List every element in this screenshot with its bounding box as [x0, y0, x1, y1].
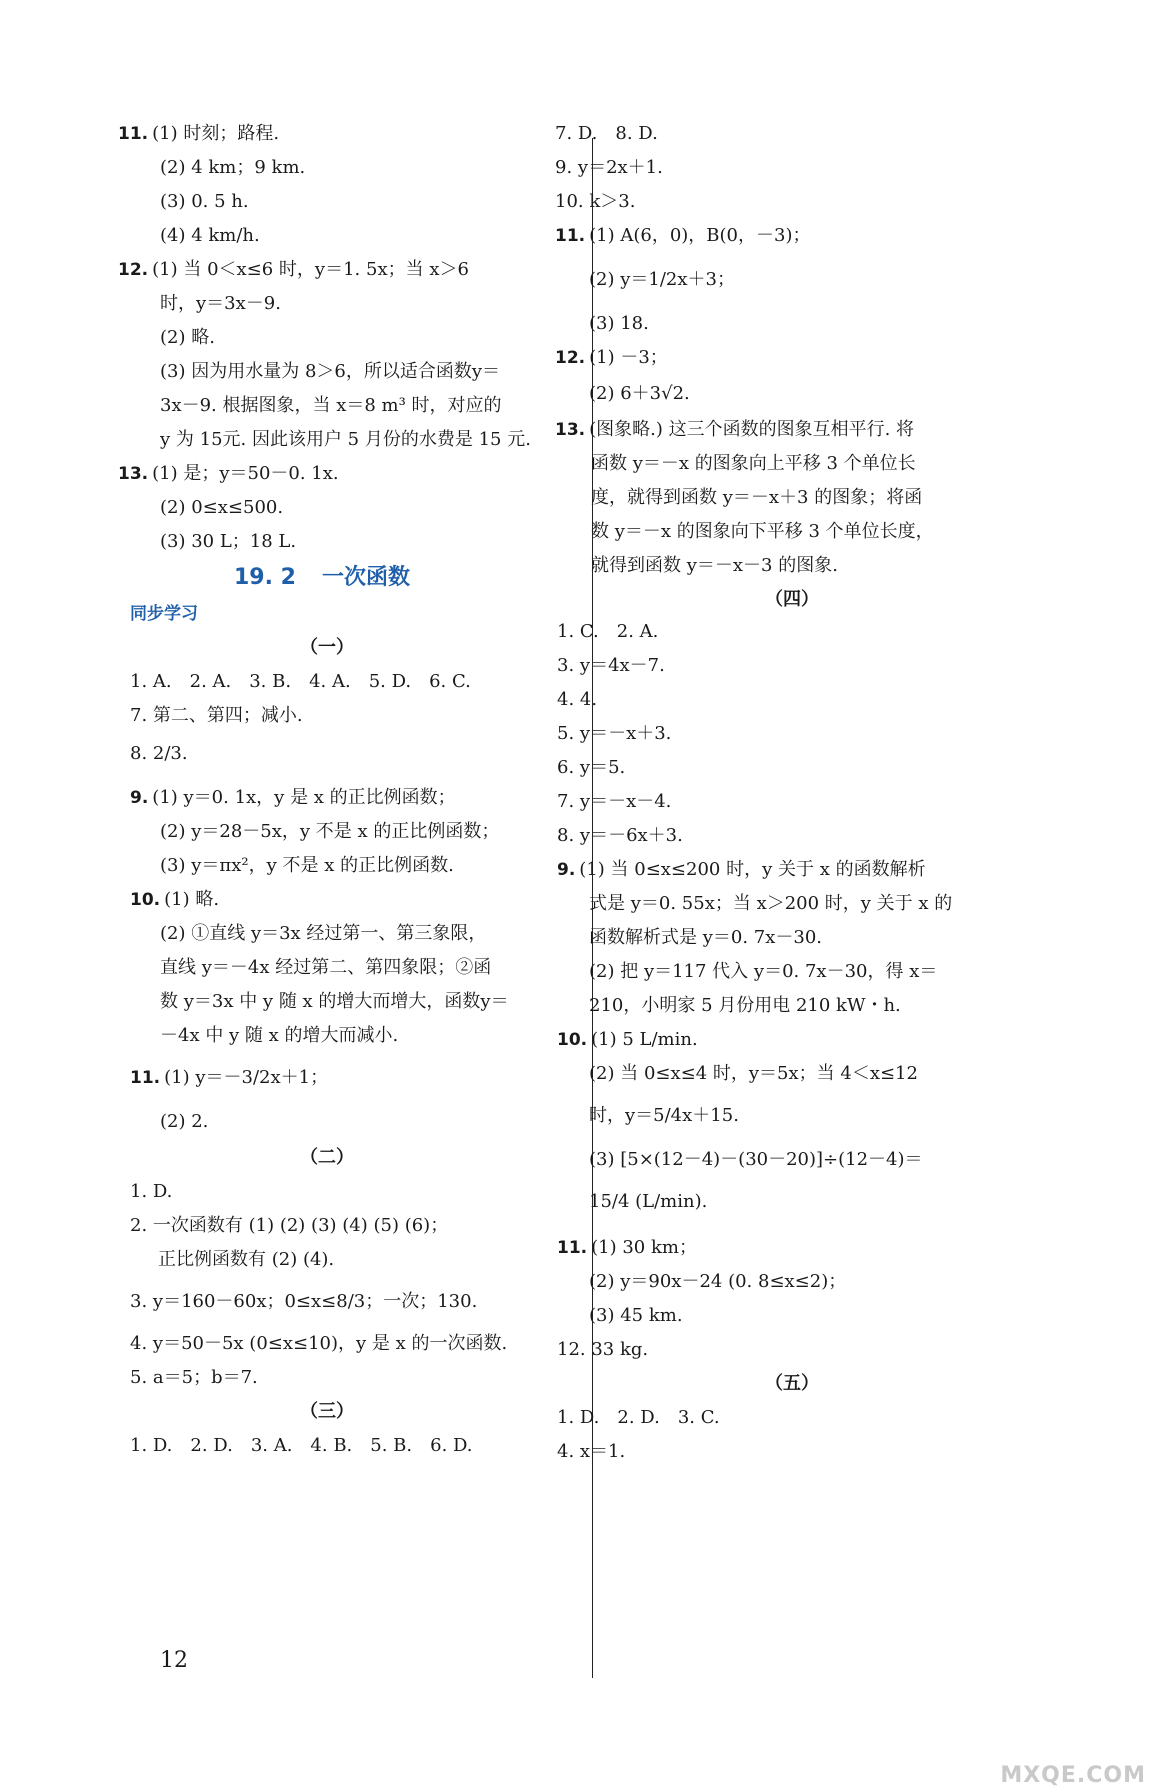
part1-q9-a: 9. (1) y＝0. 1x，y 是 x 的正比例函数； — [130, 787, 456, 808]
part4-q9-b: (2) 把 y＝117 代入 y＝0. 7x－30，得 x＝ — [589, 961, 938, 982]
part2-q2b: 正比例函数有 (2) (4). — [158, 1249, 335, 1270]
part2-q3: 3. y＝160－60x；0≤x≤8/3；一次；130. — [130, 1291, 478, 1312]
part1-q9-b: (2) y＝28－5x，y 不是 x 的正比例函数； — [160, 821, 500, 842]
part2-q2: 2. 一次函数有 (1) (2) (3) (4) (5) (6)； — [130, 1215, 449, 1236]
r-q11-a: 11. (1) A(6，0)，B(0，－3)； — [555, 225, 811, 246]
r-q13-a2: 函数 y＝－x 的图象向上平移 3 个单位长 — [591, 453, 916, 474]
part1-title: （一） — [300, 637, 354, 658]
watermark: MXQE.COM — [1000, 1763, 1146, 1788]
part4-q4: 4. 4. — [557, 689, 598, 710]
part4-q10-b: (2) 当 0≤x≤4 时，y＝5x；当 4＜x≤12 — [589, 1063, 918, 1084]
part2-q5: 5. a＝5；b＝7. — [130, 1367, 258, 1388]
q12-line-c2: 3x－9. 根据图象，当 x＝8 m³ 时，对应的 — [160, 395, 502, 416]
part2-title: （二） — [300, 1147, 354, 1168]
part4-q9-a: 9. (1) 当 0≤x≤200 时，y 关于 x 的函数解析 — [557, 859, 926, 880]
r-q13-a: 13. (图象略.) 这三个函数的图象互相平行. 将 — [555, 419, 915, 440]
part2-q1: 1. D. — [130, 1181, 173, 1202]
part4-q9-b2: 210，小明家 5 月份用电 210 kW・h. — [589, 995, 901, 1016]
q13-line-c: (3) 30 L；18 L. — [160, 531, 297, 552]
q13-line-a: 13. (1) 是；y＝50－0. 1x. — [118, 463, 339, 484]
part4-q6: 6. y＝5. — [557, 757, 626, 778]
part4-q1-2: 1. C. 2. A. — [557, 621, 659, 642]
q11-line-a: 11. (1) 时刻；路程. — [118, 123, 280, 144]
part4-q11-c: (3) 45 km. — [589, 1305, 683, 1326]
part4-q10-c2: 15/4 (L/min). — [589, 1191, 708, 1212]
part4-q10-b2: 时，y＝5/4x＋15. — [589, 1105, 739, 1126]
q11-line-d: (4) 4 km/h. — [160, 225, 260, 246]
part1-q11-b: (2) 2. — [160, 1111, 209, 1132]
part1-q11-a: 11. (1) y＝－3/2x＋1； — [130, 1067, 329, 1088]
part4-q11-a: 11. (1) 30 km； — [557, 1237, 697, 1258]
part4-q8: 8. y＝－6x＋3. — [557, 825, 683, 846]
part3-title: （三） — [300, 1401, 354, 1422]
part4-q11-b: (2) y＝90x－24 (0. 8≤x≤2)； — [589, 1271, 847, 1292]
r-q13-a5: 就得到函数 y＝－x－3 的图象. — [591, 555, 838, 576]
part4-title: （四） — [765, 589, 819, 610]
part1-q10-b3: 数 y＝3x 中 y 随 x 的增大而增大，函数y＝ — [160, 991, 509, 1012]
r-q9: 9. y＝2x＋1. — [555, 157, 663, 178]
part5-mc-row: 1. D. 2. D. 3. C. — [557, 1407, 720, 1428]
q11-line-b: (2) 4 km；9 km. — [160, 157, 306, 178]
part4-q9-a2: 式是 y＝0. 55x；当 x＞200 时，y 关于 x 的 — [589, 893, 953, 914]
q12-line-a: 12. (1) 当 0＜x≤6 时，y＝1. 5x；当 x＞6 — [118, 259, 469, 280]
part1-q10-b2: 直线 y＝－4x 经过第二、第四象限；②函 — [160, 957, 492, 978]
page-number: 12 — [160, 1648, 188, 1673]
q13-line-b: (2) 0≤x≤500. — [160, 497, 284, 518]
r-q7-8: 7. D. 8. D. — [555, 123, 658, 144]
q12-line-b: (2) 略. — [160, 327, 215, 348]
r-q12-b: (2) 6＋3√2. — [589, 383, 690, 404]
part2-q4: 4. y＝50－5x (0≤x≤10)，y 是 x 的一次函数. — [130, 1333, 508, 1354]
part4-q10-a: 10. (1) 5 L/min. — [557, 1029, 698, 1050]
q12-line-a2: 时，y＝3x－9. — [160, 293, 281, 314]
part1-q7: 7. 第二、第四；减小. — [130, 705, 303, 726]
part5-title: （五） — [765, 1373, 819, 1394]
r-q12-a: 12. (1) －3； — [555, 347, 668, 368]
part4-q3: 3. y＝4x－7. — [557, 655, 665, 676]
part4-q5: 5. y＝－x＋3. — [557, 723, 672, 744]
r-q11-c: (3) 18. — [589, 313, 649, 334]
part1-q10-b: (2) ①直线 y＝3x 经过第一、第三象限， — [160, 923, 487, 944]
part4-q7: 7. y＝－x－4. — [557, 791, 672, 812]
part4-q9-a3: 函数解析式是 y＝0. 7x－30. — [589, 927, 823, 948]
part4-q12: 12. 33 kg. — [557, 1339, 649, 1360]
part1-q10-b4: －4x 中 y 随 x 的增大而减小. — [160, 1025, 399, 1046]
r-q11-b: (2) y＝1/2x＋3； — [589, 269, 735, 290]
r-q10: 10. k＞3. — [555, 191, 636, 212]
part5-q4: 4. x＝1. — [557, 1441, 626, 1462]
sync-label: 同步学习 — [130, 604, 198, 624]
part1-q10-a: 10. (1) 略. — [130, 889, 220, 910]
part1-q8: 8. 2/3. — [130, 743, 188, 764]
q12-line-c3: y 为 15元. 因此该用户 5 月份的水费是 15 元. — [160, 429, 531, 450]
part4-q10-c: (3) [5×(12－4)－(30－20)]÷(12－4)＝ — [589, 1149, 923, 1170]
part3-mc-row: 1. D. 2. D. 3. A. 4. B. 5. B. 6. D. — [130, 1435, 473, 1456]
q12-line-c: (3) 因为用水量为 8＞6，所以适合函数y＝ — [160, 361, 501, 382]
section-heading: 19. 2 一次函数 — [234, 565, 410, 590]
r-q13-a4: 数 y＝－x 的图象向下平移 3 个单位长度， — [591, 521, 934, 542]
r-q13-a3: 度，就得到函数 y＝－x＋3 的图象；将函 — [591, 487, 923, 508]
part1-q9-c: (3) y＝πx²，y 不是 x 的正比例函数. — [160, 855, 454, 876]
q11-line-c: (3) 0. 5 h. — [160, 191, 249, 212]
part1-mc-row: 1. A. 2. A. 3. B. 4. A. 5. D. 6. C. — [130, 671, 471, 692]
